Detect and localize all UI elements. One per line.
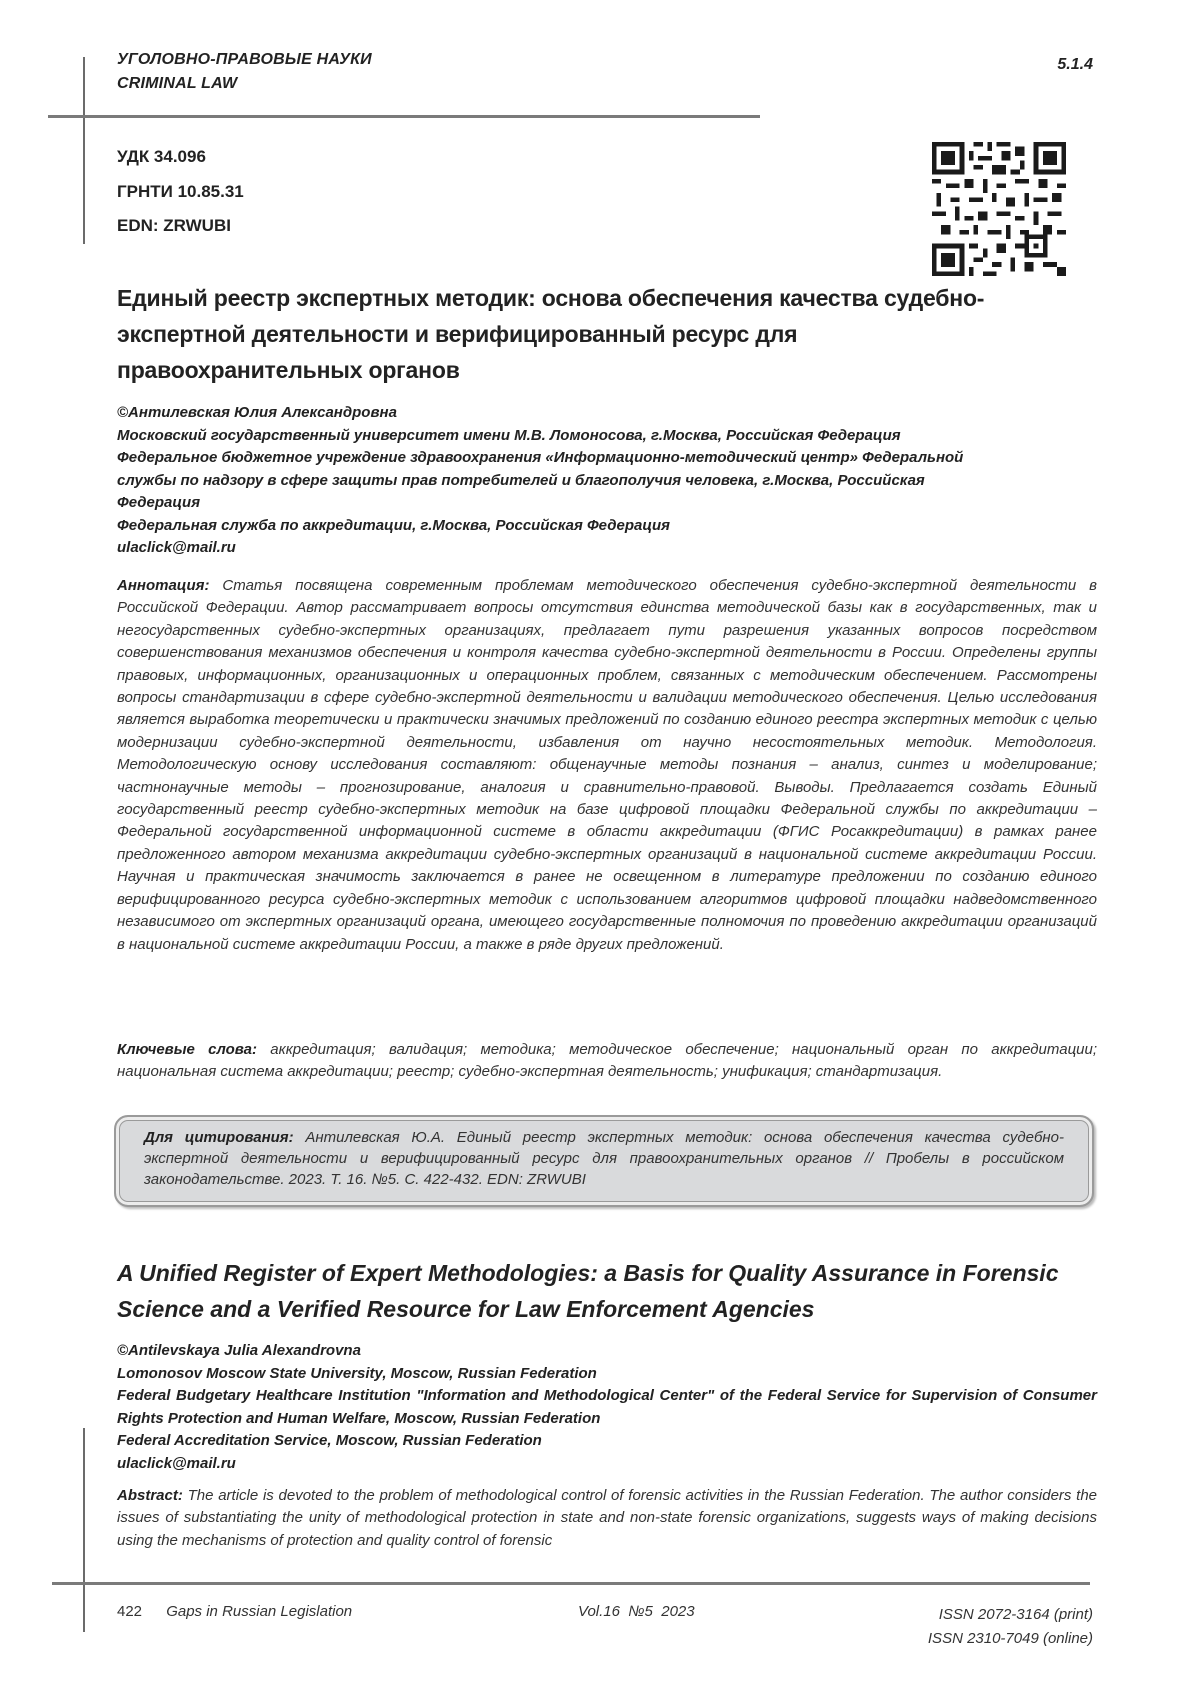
header-horizontal-rule [48,115,760,118]
affiliation-en: Federal Accreditation Service, Moscow, Russian Federation [117,1432,542,1449]
author-block-en [117,1340,1097,1475]
article-title-ru: Единый реестр экспертных методик: основа обеспечения качества судебно-экспертной деятельности и верифицированный ресурс для правоохранительных органов [117,285,985,383]
abstract-ru [117,575,1097,956]
section-heading [117,48,372,96]
journal-name: Gaps in Russian Legislation [166,1603,353,1620]
citation-box [114,1115,1094,1207]
volume-issue: Vol.16 №5 2023 [578,1603,695,1620]
grnti-code: ГРНТИ 10.85.31 [117,181,244,201]
affiliation-en: Federal Budgetary Healthcare Institution "Information and Methodological Center" of the Federal Service for Supervision of Consumer Rights Protection and Human Welfare, Moscow, Russian Federation [117,1387,1097,1427]
abstract-label-en: Abstract: [117,1487,183,1504]
article-identifiers [117,140,244,244]
abstract-label-ru: Аннотация: [117,577,210,594]
section-title-ru: УГОЛОВНО-ПРАВОВЫЕ НАУКИ [117,51,372,68]
page-number: 422 [117,1603,143,1620]
issn-block [928,1603,1093,1651]
author-name-en: ©Antilevskaya Julia Alexandrovna [117,1342,361,1359]
footer-journal [117,1603,352,1620]
section-title-en: CRIMINAL LAW [117,75,238,92]
footer-horizontal-rule [52,1582,1090,1585]
affiliation-ru: Федеральная служба по аккредитации, г.Москва, Российская Федерация [117,516,671,534]
edn-code: EDN: ZRWUBI [117,216,231,235]
author-name-ru: ©Антилевская Юлия Александровна [117,404,397,421]
citation-label: Для цитирования: [144,1129,294,1146]
section-code: 5.1.4 [1057,56,1093,73]
issn-print: ISSN 2072-3164 (print) [938,1606,1093,1623]
footer-vertical-rule [83,1428,85,1632]
keywords-text-ru: аккредитация; валидация; методика; методическое обеспечение; национальный орган по аккредитации; национальная система аккредитации; реестр; судебно-экспертная деятельность; унификация; стандартизация. [117,1041,1097,1081]
udk-code: УДК 34.096 [117,147,206,166]
keywords-label-ru: Ключевые слова: [117,1041,257,1058]
citation-text: Антилевская Ю.А. Единый реестр экспертных методик: основа обеспечения качества судебно-экспертной деятельности и верифицированный ресурс для правоохранительных органов // Пробелы в российском законодательстве. 2023. Т. 16. №5. С. 422-432. EDN: ZRWUBI [144,1129,1064,1188]
qr-code-icon[interactable] [932,142,1066,276]
header-vertical-rule [83,57,85,244]
keywords-ru [117,1039,1097,1084]
article-title-en: A Unified Register of Expert Methodologies: a Basis for Quality Assurance in Forensic Science and a Verified Resource for Law Enforcement Agencies [117,1260,1059,1322]
abstract-en [117,1485,1097,1552]
issn-online: ISSN 2310-7049 (online) [927,1630,1093,1647]
affiliation-en: Lomonosov Moscow State University, Moscow, Russian Federation [117,1364,597,1382]
abstract-text-en: The article is devoted to the problem of methodological control of forensic activities in the Russian Federation. The author considers the issues of substantiating the unity of methodological protection in state and non-state forensic organizations, suggests ways of making decisions using the mechanisms of protection and quality control of forensic [117,1487,1098,1549]
abstract-text-ru: Статья посвящена современным проблемам методического обеспечения судебно-экспертной деятельности в Российской Федерации. Автор рассматривает вопросы отсутствия единства методической базы как в государственных, так и негосударственных судебно-экспертных организациях, предлагает пути разрешения указанных вопросов посредством совершенствования механизмов обеспечения и контроля качества судебно-экспертной деятельности в России. Определены группы правовых, информационных, организационных и операционных проблем, связанных с методическим обеспечением. Рассмотрены вопросы стандартизации в сфере судебно-экспертной деятельности и валидации методического обеспечения. Целью исследования является выработка теоретически и практически значимых предложений по созданию единого реестра экспертных методик с целью модернизации судебно-экспертной деятельности, избавления от научно несостоятельных методик. Методология. Методологическую основу исследования составляют: общенаучные методы познания – анализ, синтез и моделирование; частнонаучные методы – прогнозирование, аналогия и сравнительно-правовой. Выводы. Предлагается создать Единый государственный реестр судебно-экспертных методик на базе цифровой площадки Федеральной службы по аккредитации – Федеральной государственной информационной системе в области аккредитации (ФГИС Росаккредитации) в рамках ранее предложенного автором механизма аккредитации судебно-экспертных организаций в национальной системе аккредитации России. Научная и практическая значимость заключается в ранее не освещенном в литературе предложении по созданию единого верифицированного ресурса судебно-экспертных методик с использованием алгоритмов цифровой площадки надведомственного независимого от экспертных организаций органа, имеющего государственные полномочия по проведению аккредитации организаций в национальной системе аккредитации России, а также в ряде других предложений. [117,577,1098,953]
author-email-ru[interactable]: ulaclick@mail.ru [117,539,236,556]
affiliation-ru: Федеральное бюджетное учреждение здравоохранения «Информационно-методический центр» Федеральной службы по надзору в сфере защиты прав потребителей и благополучия человека, г.Москва, Российская Федерация [117,449,964,511]
author-block-ru [117,402,1097,560]
affiliation-ru: Московский государственный университет имени М.В. Ломоносова, г.Москва, Российская Федерация [117,426,901,444]
author-email-en[interactable]: ulaclick@mail.ru [117,1454,236,1472]
